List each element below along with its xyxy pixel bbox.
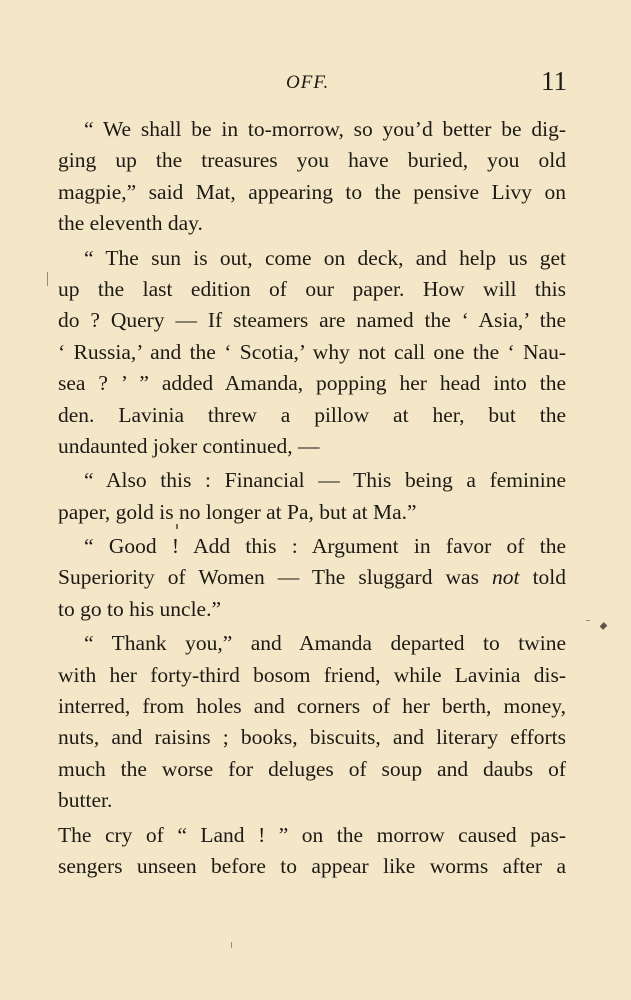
- text-line: den. Lavinia threw a pillow at her, but the: [58, 402, 566, 427]
- text-line-part: Superiority of Women — The sluggard was: [58, 565, 479, 590]
- text-line: nuts, and raisins ; books, biscuits, and literary efforts: [58, 725, 566, 750]
- text-line: “ Good ! Add this : Argument in favor of the: [84, 534, 566, 559]
- text-line: up the last edition of our paper. How will this: [58, 276, 566, 301]
- text-line: interred, from holes and corners of her berth, money,: [58, 694, 566, 719]
- paper-speck: [600, 622, 608, 630]
- text-line: sea ? ’ ” added Amanda, popping her head into the: [58, 371, 566, 396]
- text-line: with her forty-third bosom friend, while Lavinia dis-: [58, 662, 566, 687]
- text-line-part: told: [532, 565, 567, 590]
- text-line: do ? Query — If steamers are named the ‘ Asia,’ the: [58, 308, 566, 333]
- text-line: to go to his uncle.”: [58, 596, 222, 621]
- text-line: “ Also this : Financial — This being a feminine: [84, 468, 566, 493]
- paper-speck: [586, 620, 590, 621]
- text-line: “ Thank you,” and Amanda departed to twine: [84, 631, 566, 656]
- text-line: undaunted joker continued, —: [58, 433, 320, 458]
- text-line: [58, 562, 566, 593]
- text-line: “ We shall be in to-morrow, so you’d better be dig-: [84, 117, 566, 141]
- running-head: [0, 66, 631, 100]
- text-line: ‘ Russia,’ and the ‘ Scotia,’ why not call one the ‘ Nau-: [58, 339, 566, 364]
- paper-speck: [231, 942, 232, 948]
- paper-speck: [47, 272, 48, 286]
- running-title: OFF.: [286, 72, 330, 93]
- text-line: paper, gold is no longer at Pa, but at Ma.”: [58, 499, 417, 524]
- text-line: sengers unseen before to appear like worms after a: [58, 853, 566, 878]
- text-line: butter.: [58, 788, 113, 813]
- text-line: “ The sun is out, come on deck, and help us get: [84, 245, 566, 270]
- page-number: 11: [541, 66, 567, 96]
- text-line: much the worse for deluges of soup and daubs of: [58, 756, 566, 781]
- text-line: the eleventh day.: [58, 211, 203, 236]
- text-line: magpie,” said Mat, appearing to the pensive Livy on: [58, 179, 566, 204]
- text-line: ging up the treasures you have buried, you old: [58, 148, 566, 173]
- body-text: [58, 114, 566, 882]
- emphasized-word: not: [492, 565, 520, 590]
- paper-speck: [176, 524, 178, 529]
- text-line: The cry of “ Land ! ” on the morrow caused pas-: [58, 822, 566, 847]
